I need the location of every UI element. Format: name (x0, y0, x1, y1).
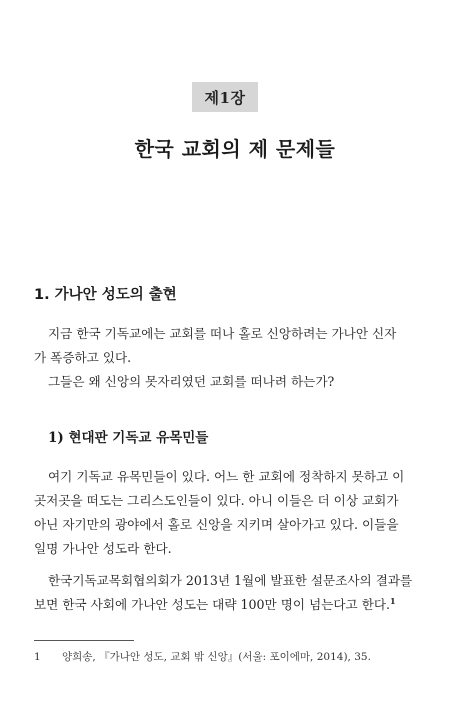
footnote-number: 1 (34, 651, 41, 663)
footnote-marker[interactable]: 1 (390, 595, 396, 606)
text-line (34, 593, 438, 617)
footnote-text: 양희송, 『가나안 성도, 교회 밖 신앙』(서울: 포이에마, 2014), 35. (62, 651, 371, 663)
paragraph-4 (34, 569, 438, 617)
footnote (34, 649, 371, 664)
text-line: 지금 한국 기독교에는 교회를 떠나 홀로 신앙하려는 가나안 신자 (48, 326, 397, 341)
paragraph-2 (34, 370, 438, 394)
text-line: 곳저곳을 떠도는 그리스도인들이 있다. 아니 이들은 더 이상 교회가 (34, 493, 399, 508)
text-line: 그들은 왜 신앙의 못자리였던 교회를 떠나려 하는가? (48, 374, 335, 389)
section-heading: 1. 가나안 성도의 출현 (34, 287, 177, 303)
subsection-heading: 1) 현대판 기독교 유목민들 (48, 430, 209, 446)
chapter-label-badge (192, 82, 258, 112)
text-line: 가 폭증하고 있다. (34, 350, 132, 365)
chapter-label: 제1장 (204, 88, 246, 107)
text-line: 한국기독교목회협의회가 2013년 1월에 발표한 설문조사의 결과를 (48, 573, 413, 588)
footnote-divider (34, 640, 134, 641)
chapter-title: 한국 교회의 제 문제들 (134, 137, 336, 161)
text-line: 아닌 자기만의 광야에서 홀로 신앙을 지키며 살아가고 있다. 이들을 (34, 517, 399, 532)
paragraph-1 (34, 322, 438, 370)
text-line: 여기 기독교 유목민들이 있다. 어느 한 교회에 정착하지 못하고 이 (48, 469, 405, 484)
text-line-content: 보면 한국 사회에 가나안 성도는 대략 100만 명이 넘는다고 한다. (34, 597, 391, 612)
text-line: 일명 가나안 성도라 한다. (34, 541, 172, 556)
paragraph-3 (34, 465, 438, 561)
